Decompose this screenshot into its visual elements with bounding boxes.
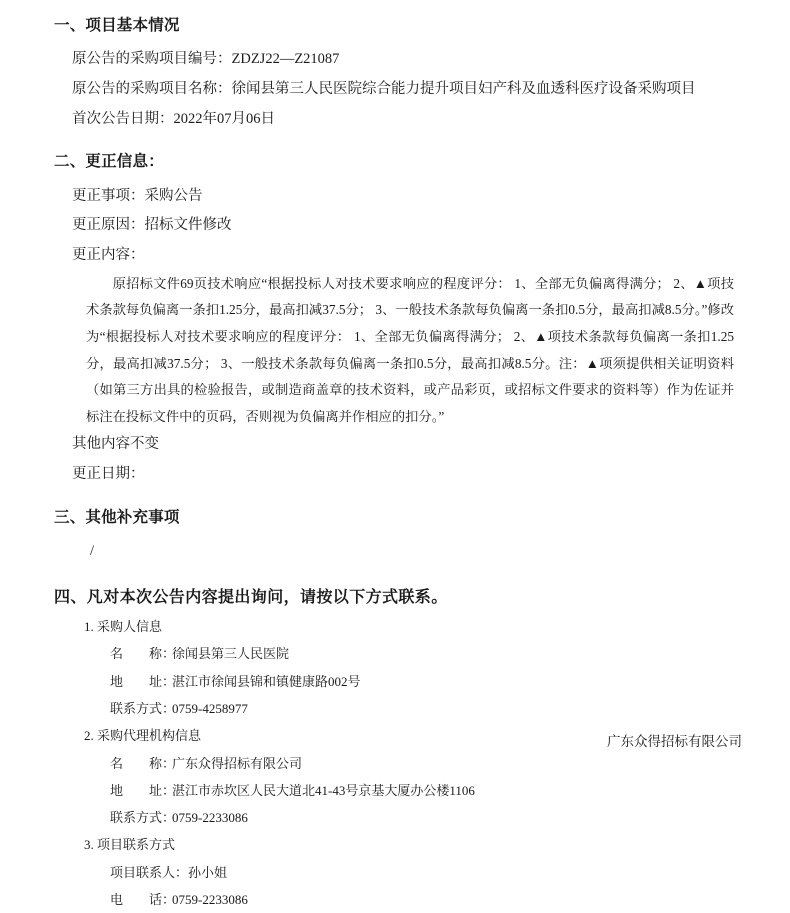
contact-group-1 [54, 613, 742, 722]
agency-contact-label: 联系方式： [110, 810, 176, 826]
project-contact-person-line [110, 859, 742, 886]
purchaser-contact-value: 0759-4258977 [172, 700, 248, 716]
section-2-title: 二、更正信息： [54, 153, 164, 171]
correction-content-paragraph: 原招标文件69页技术响应“根据投标人对技术要求响应的程度评分： 1、全部无负偏离得满分； 2、▲项技术条款每负偏离一条扣1.25分，最高扣减37.5分； 3、一般技术条款每负偏离一条扣0.5分，最高扣减8.5分。”修改为“根据投标人对技术要求响应的程度评分： 1、全部无负偏离得满分； 2、▲项技术条款每负偏离一条扣1.25分，最高扣减37.5分； 3、一般技术条款每负偏离一条扣0.5分，最高扣减8.5分。注：▲项须提供相关证明资料（如第三方出具的检验报告，或制造商盖章的技术资料，或产品彩页，或招标文件要求的资料等）作为佐证并标注在投标文件中的页码，否则视为负偏离并作相应的扣分。” [86, 275, 734, 424]
purchaser-name-line [110, 640, 742, 667]
agency-address-line [110, 777, 742, 804]
project-number-value: ZDZJ22—Z21087 [231, 51, 340, 68]
contact-group-3-heading: 3. 项目联系方式 [84, 837, 176, 853]
purchaser-address-label: 地 址： [110, 673, 176, 689]
purchaser-contact-label: 联系方式： [110, 700, 176, 716]
correction-reason-label: 更正原因： [72, 217, 145, 234]
agency-contact-line [110, 804, 742, 831]
correction-content-line [72, 241, 742, 271]
agency-name-label: 名 称： [110, 755, 176, 771]
correction-date-line: 更正日期： [72, 466, 145, 483]
project-phone-label: 电 话： [110, 892, 176, 908]
correction-item-label: 更正事项： [72, 187, 145, 204]
contact-group-2-heading: 2. 采购代理机构信息 [84, 728, 202, 744]
section-1-title: 一、项目基本情况 [54, 17, 180, 34]
project-number-line [72, 45, 742, 75]
project-name-value: 徐闻县第三人民医院综合能力提升项目妇产科及血透科医疗设备采购项目 [231, 80, 696, 97]
project-name-label: 原公告的采购项目名称： [72, 80, 232, 97]
project-contact-person-label: 项目联系人： [110, 864, 189, 880]
document-footer-signature: 广东众得招标有限公司 [607, 734, 742, 749]
project-phone-value: 0759-2233086 [172, 892, 248, 908]
section-2-lines [72, 182, 742, 271]
project-phone-line [110, 886, 742, 913]
agency-address-label: 地 址： [110, 782, 176, 798]
agency-contact-value: 0759-2233086 [172, 810, 248, 826]
first-announcement-date-line [72, 105, 742, 135]
purchaser-name-value: 徐闻县第三人民医院 [172, 646, 290, 662]
agency-name-value: 广东众得招标有限公司 [172, 755, 303, 771]
first-announcement-date-label: 首次公告日期： [72, 110, 174, 127]
purchaser-address-value: 湛江市徐闻县锦和镇健康路002号 [172, 673, 361, 689]
purchaser-address-line [110, 668, 742, 695]
other-content-unchanged-line: 其他内容不变 [72, 436, 159, 453]
correction-reason-line [72, 211, 742, 241]
contact-group-3 [54, 831, 742, 913]
correction-item-value: 采购公告 [144, 187, 203, 204]
project-number-label: 原公告的采购项目编号： [72, 51, 232, 68]
section-3-content: / [90, 543, 95, 560]
purchaser-name-label: 名 称： [110, 646, 176, 662]
section-3-title: 三、其他补充事项 [54, 508, 180, 526]
section-1-lines [72, 45, 742, 134]
agency-address-value: 湛江市赤坎区人民大道北41-43号京基大厦办公楼1106 [172, 782, 475, 798]
project-name-line [72, 75, 742, 105]
agency-name-line [110, 750, 742, 777]
project-contact-person-value: 孙小姐 [188, 864, 228, 880]
correction-item-line [72, 182, 742, 212]
purchaser-contact-line [110, 695, 742, 722]
correction-content-label: 更正内容： [72, 247, 145, 264]
contact-group-1-heading: 1. 采购人信息 [84, 619, 163, 635]
first-announcement-date-value: 2022年07月06日 [173, 110, 275, 127]
section-4-title: 四、凡对本次公告内容提出询问，请按以下方式联系。 [54, 589, 448, 607]
correction-reason-value: 招标文件修改 [144, 217, 232, 234]
